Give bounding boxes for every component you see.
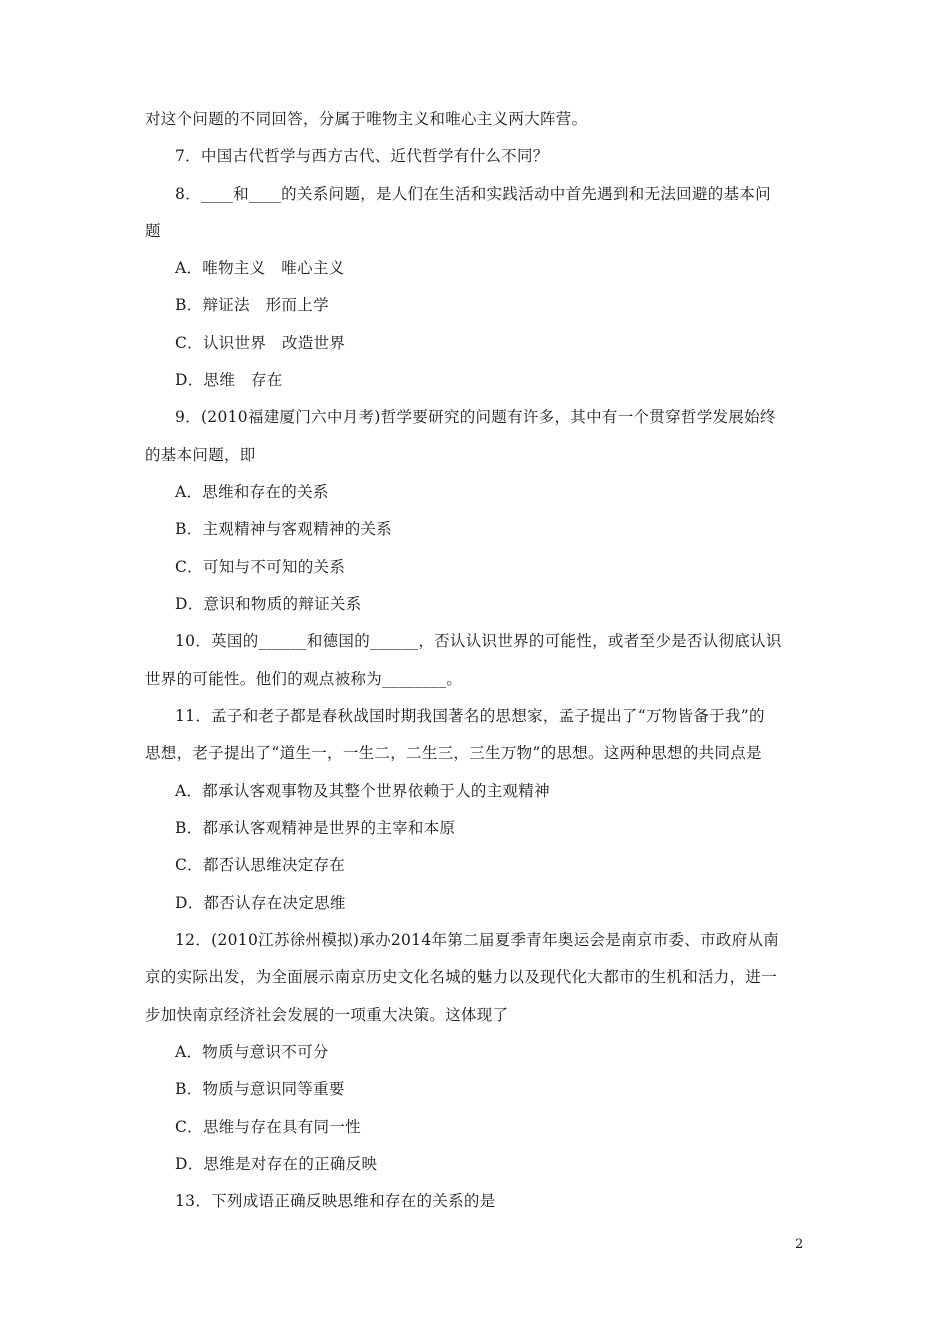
text-line: 思想，老子提出了“道生一，一生二，二生三，三生万物”的思想。这两种思想的共同点是 [145, 744, 762, 762]
option-c: C．认识世界 改造世界 [175, 334, 346, 352]
text-line: 的基本问题，即 [145, 446, 256, 464]
question-11: 11．孟子和老子都是春秋战国时期我国著名的思想家，孟子提出了“万物皆备于我”的 [175, 707, 765, 725]
text-line: 步加快南京经济社会发展的一项重大决策。这体现了 [145, 1006, 509, 1024]
text-line: 对这个问题的不同回答，分属于唯物主义和唯心主义两大阵营。 [145, 110, 588, 128]
option-c: C．都否认思维决定存在 [175, 856, 346, 874]
option-a: A．物质与意识不可分 [175, 1043, 329, 1061]
option-d: D．都否认存在决定思维 [175, 894, 346, 912]
text-line: 题 [145, 222, 161, 240]
question-9: 9．(2010福建厦门六中月考)哲学要研究的问题有许多，其中有一个贯穿哲学发展始终 [175, 408, 776, 426]
option-a: A．思维和存在的关系 [175, 483, 329, 501]
option-c: C．思维与存在具有同一性 [175, 1118, 361, 1136]
option-c: C．可知与不可知的关系 [175, 558, 346, 576]
page-number: 2 [795, 1237, 804, 1252]
question-10: 10．英国的______和德国的______，否认认识世界的可能性，或者至少是否认彻底认识 [175, 632, 782, 650]
option-d: D．思维 存在 [175, 371, 283, 389]
option-b: B．物质与意识同等重要 [175, 1080, 345, 1098]
option-b: B．辩证法 形而上学 [175, 296, 329, 314]
option-d: D．意识和物质的辩证关系 [175, 595, 362, 613]
option-d: D．思维是对存在的正确反映 [175, 1155, 378, 1173]
option-a: A．唯物主义 唯心主义 [175, 259, 345, 277]
question-7: 7．中国古代哲学与西方古代、近代哲学有什么不同？ [175, 147, 549, 165]
option-a: A．都承认客观事物及其整个世界依赖于人的主观精神 [175, 782, 550, 800]
text-line: 京的实际出发，为全面展示南京历史文化名城的魅力以及现代化大都市的生机和活力，进一 [145, 968, 778, 986]
question-8: 8．____和____的关系问题，是人们在生活和实践活动中首先遇到和无法回避的基本问 [175, 185, 771, 203]
question-12: 12．(2010江苏徐州模拟)承办2014年第二届夏季青年奥运会是南京市委、市政府从南 [175, 931, 780, 949]
option-b: B．主观精神与客观精神的关系 [175, 520, 393, 538]
text-line: 世界的可能性。他们的观点被称为________。 [145, 670, 463, 688]
option-b: B．都承认客观精神是世界的主宰和本原 [175, 819, 456, 837]
question-13: 13．下列成语正确反映思维和存在的关系的是 [175, 1192, 496, 1210]
